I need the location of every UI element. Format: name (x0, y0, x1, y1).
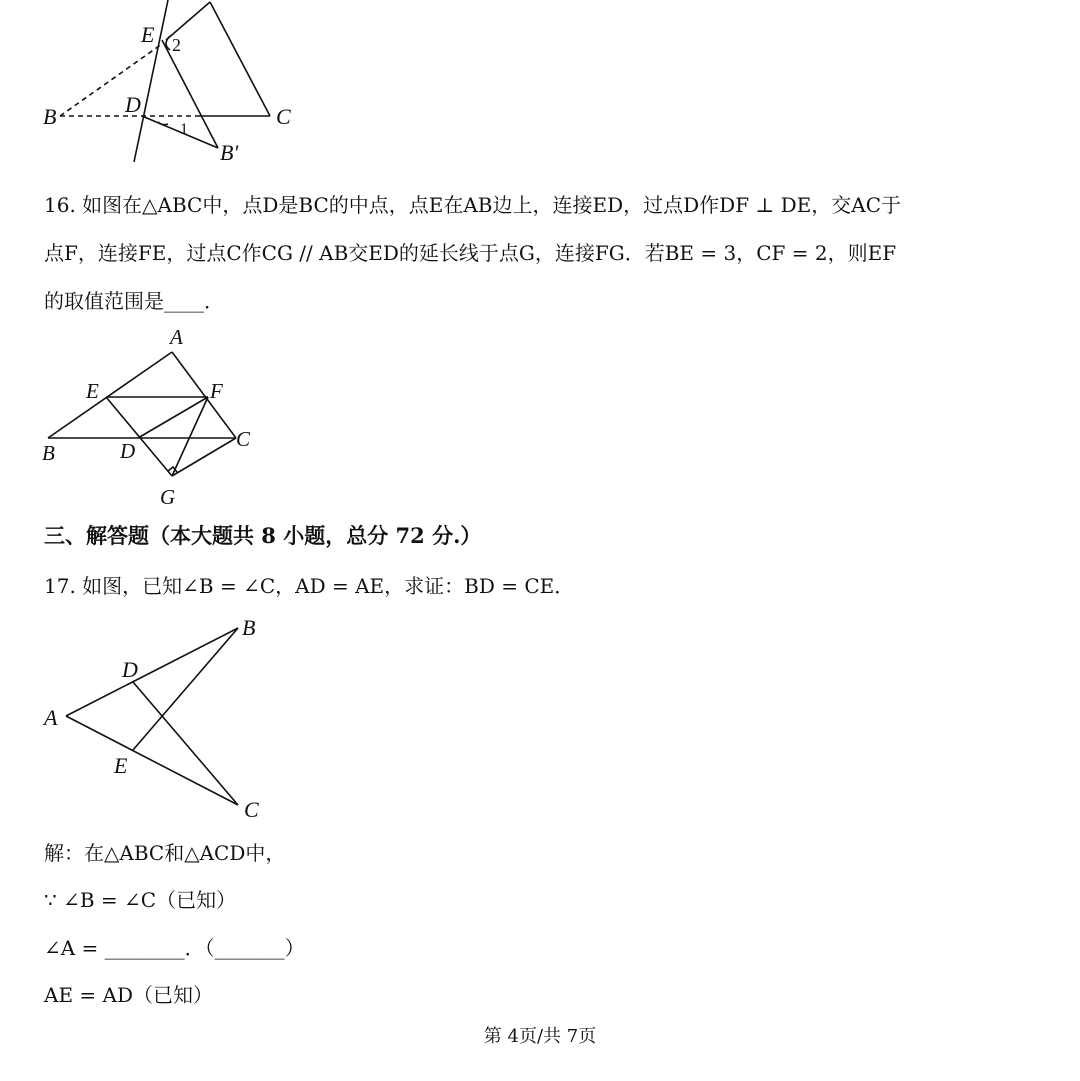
q16-text-line-3: 的取值范围是____． (44, 289, 224, 313)
q17-label-e: E (114, 753, 128, 778)
q17-figure (30, 605, 280, 835)
q17-label-c: C (244, 797, 259, 822)
q17-label-b: B (242, 615, 256, 640)
q16-label-d: D (120, 439, 136, 463)
q15-label-c: C (276, 104, 291, 129)
q15-label-angle1: 1 (180, 121, 188, 138)
q17-label-a: A (44, 705, 58, 730)
q16-label-a: A (170, 325, 183, 349)
q16-label-c: C (236, 427, 251, 451)
q15-figure (30, 0, 330, 170)
q17-solution-line-1: 解：在△ABC和△ACD中， (44, 841, 286, 865)
q15-label-angle2: 2 (172, 35, 181, 55)
q17-statement: 17. 如图，已知∠B = ∠C，AD = AE，求证：BD = CE． (44, 574, 575, 598)
q16-figure (30, 322, 270, 512)
q16-text-line-1: 16. 如图在△ABC中，点D是BC的中点，点E在AB边上，连接ED，过点D作DF ⊥ DE，交AC于 (44, 193, 901, 217)
section-heading: 三、解答题（本大题共 8 小题，总分 72 分.） (44, 523, 482, 548)
page-number-footer: 第 4页/共 7页 (483, 1026, 597, 1047)
q17-solution-line-4: AE = AD（已知） (44, 983, 213, 1007)
q15-label-b: B (43, 104, 57, 129)
q15-label-e: E (141, 22, 155, 47)
q17-label-d: D (122, 657, 138, 682)
q16-text-line-2: 点F，连接FE，过点C作CG // AB交ED的延长线于点G，连接FG．若BE = 3，CF = 2，则EF (44, 241, 897, 265)
q16-label-e: E (86, 379, 99, 403)
q16-label-g: G (160, 485, 176, 509)
q16-label-f: F (210, 379, 223, 403)
q16-label-b: B (42, 441, 55, 465)
q15-label-bprime: B′ (220, 140, 239, 165)
q17-solution-line-3: ∠A = ________．（_______） (44, 936, 305, 960)
q17-solution-line-2: ∵ ∠B = ∠C（已知） (44, 888, 237, 912)
q15-label-d: D (125, 92, 141, 117)
